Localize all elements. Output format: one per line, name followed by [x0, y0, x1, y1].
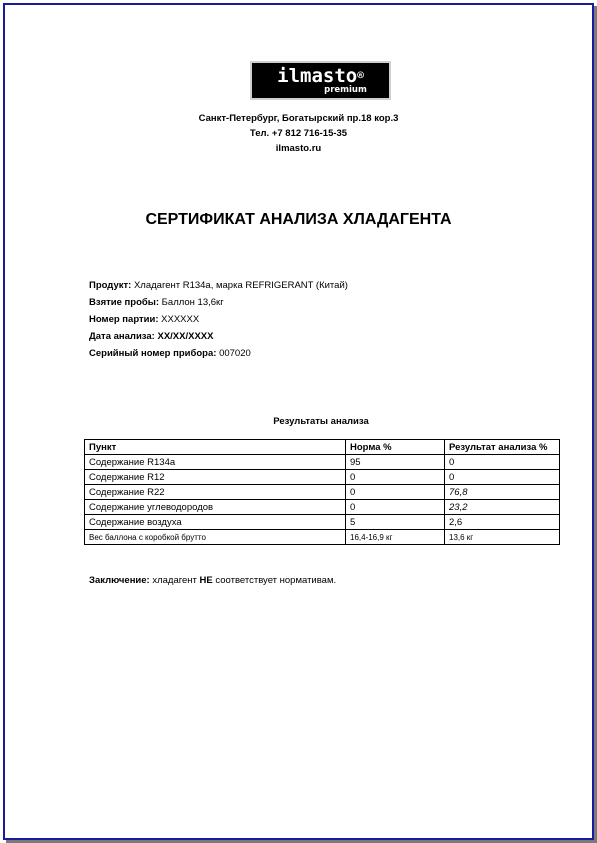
date-line [89, 328, 213, 345]
company-address: Санкт-Петербург, Богатырский пр.18 кор.3 [198, 113, 399, 124]
batch-value: XXXXXX [161, 314, 200, 325]
serial-value: 007020 [219, 348, 251, 359]
row-norm: 0 [346, 485, 445, 500]
conclusion [89, 575, 336, 586]
logo-brand: ilmasto® [277, 65, 364, 87]
table-row [85, 500, 560, 515]
conclusion-label: Заключение: [89, 575, 150, 586]
row-norm: 95 [346, 455, 445, 470]
row-item: Содержание R22 [85, 485, 346, 500]
results-title: Результаты анализа [273, 416, 369, 427]
date-value: XX/XX/XXXX [157, 331, 214, 342]
row-result: 13,6 кг [445, 530, 560, 545]
conclusion-emphasis: НЕ [199, 575, 213, 586]
date-label: Дата анализа: [89, 331, 155, 342]
row-result: 0 [445, 470, 560, 485]
row-norm: 0 [346, 470, 445, 485]
results-table [84, 439, 560, 545]
header-result: Результат анализа % [445, 440, 560, 455]
certificate-page [3, 3, 594, 840]
table-row [85, 455, 560, 470]
row-item: Содержание углеводородов [85, 500, 346, 515]
conclusion-text-before: хладагент [152, 575, 197, 586]
company-phone: Тел. +7 812 716-15-35 [249, 128, 348, 139]
product-line [89, 277, 348, 294]
logo-sub: premium [324, 85, 367, 95]
sample-line [89, 294, 224, 311]
row-item: Вес баллона с коробкой брутто [85, 530, 346, 545]
product-value: Хладагент R134a, марка REFRIGERANT (Китай) [133, 280, 348, 291]
row-result: 76,8 [445, 485, 560, 500]
row-norm: 5 [346, 515, 445, 530]
product-label: Продукт: [89, 280, 132, 291]
page-title: СЕРТИФИКАТ АНАЛИЗА ХЛАДАГЕНТА [145, 211, 452, 228]
row-result: 23,2 [445, 500, 560, 515]
sample-value: Баллон 13,6кг [161, 297, 224, 308]
row-norm: 16,4-16,9 кг [346, 530, 445, 545]
batch-label: Номер партии: [89, 314, 159, 325]
row-result: 2,6 [445, 515, 560, 530]
ilmasto-logo [250, 61, 391, 100]
table-row [85, 470, 560, 485]
row-item: Содержание R12 [85, 470, 346, 485]
header-item: Пункт [85, 440, 346, 455]
row-item: Содержание R134a [85, 455, 346, 470]
row-item: Содержание воздуха [85, 515, 346, 530]
header-norm: Норма % [346, 440, 445, 455]
row-result: 0 [445, 455, 560, 470]
table-row [85, 530, 560, 545]
conclusion-text-after: соответствует нормативам. [215, 575, 337, 586]
serial-line [89, 345, 251, 362]
batch-line [89, 311, 199, 328]
sample-label: Взятие пробы: [89, 297, 160, 308]
serial-label: Серийный номер прибора: [89, 348, 217, 359]
table-row [85, 485, 560, 500]
table-row [85, 515, 560, 530]
company-website: ilmasto.ru [275, 143, 322, 154]
table-header-row [85, 440, 560, 455]
row-norm: 0 [346, 500, 445, 515]
